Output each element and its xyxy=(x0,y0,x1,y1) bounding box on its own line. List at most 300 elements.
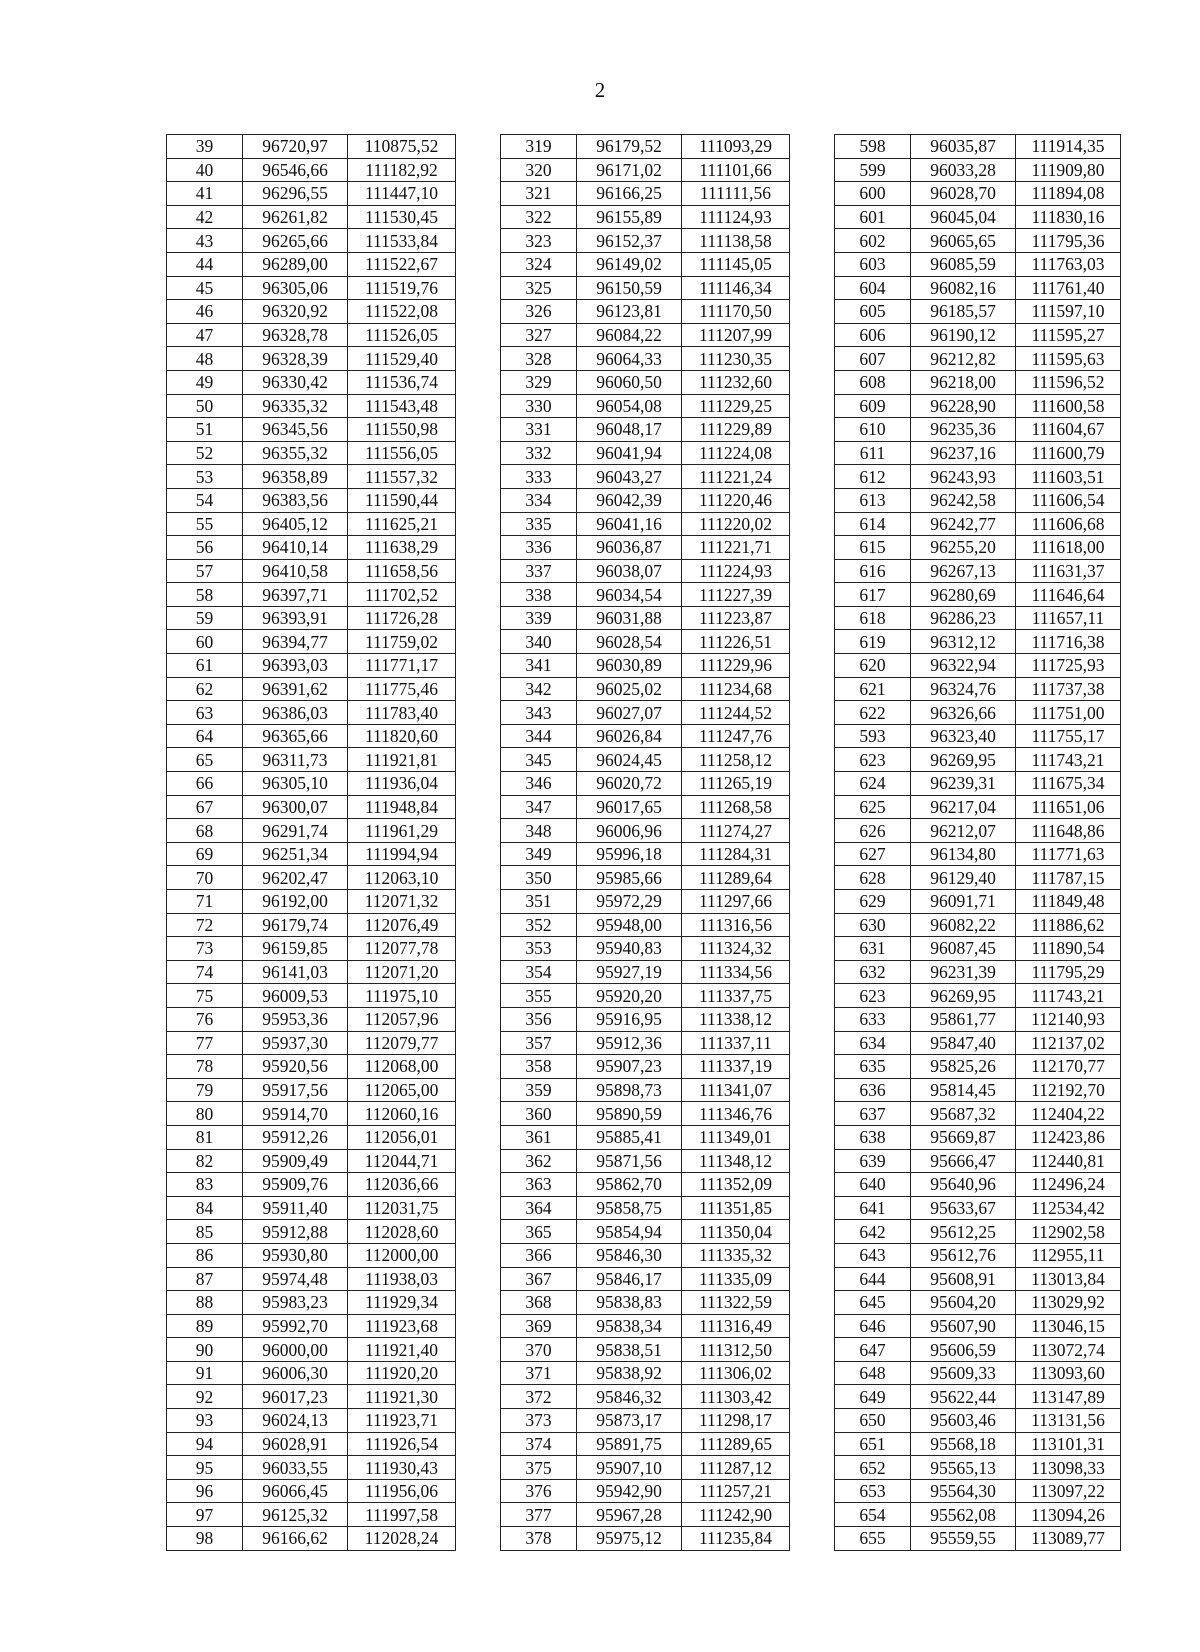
point-number-cell: 60 xyxy=(167,630,243,654)
y-value-cell: 111557,32 xyxy=(348,465,456,489)
column-group-gap xyxy=(790,1031,835,1055)
y-value-cell: 112404,22 xyxy=(1016,1102,1121,1126)
column-group-gap xyxy=(790,394,835,418)
point-number-cell: 51 xyxy=(167,418,243,442)
table-row xyxy=(167,559,1121,583)
point-number-cell: 46 xyxy=(167,300,243,324)
x-value-cell: 96345,56 xyxy=(243,418,348,442)
point-number-cell: 603 xyxy=(835,252,911,276)
x-value-cell: 96171,02 xyxy=(577,158,682,182)
column-group-gap xyxy=(456,890,501,914)
point-number-cell: 362 xyxy=(501,1149,577,1173)
y-value-cell: 111221,24 xyxy=(682,465,790,489)
x-value-cell: 95937,30 xyxy=(243,1031,348,1055)
table-row xyxy=(167,842,1121,866)
y-value-cell: 113089,77 xyxy=(1016,1527,1121,1551)
point-number-cell: 608 xyxy=(835,370,911,394)
table-row xyxy=(167,465,1121,489)
point-number-cell: 39 xyxy=(167,135,243,159)
point-number-cell: 628 xyxy=(835,866,911,890)
y-value-cell: 111595,63 xyxy=(1016,347,1121,371)
y-value-cell: 111820,60 xyxy=(348,724,456,748)
point-number-cell: 613 xyxy=(835,488,911,512)
x-value-cell: 96166,25 xyxy=(577,182,682,206)
point-number-cell: 49 xyxy=(167,370,243,394)
column-group-gap xyxy=(790,158,835,182)
point-number-cell: 327 xyxy=(501,323,577,347)
y-value-cell: 111284,31 xyxy=(682,842,790,866)
page-number: 2 xyxy=(594,78,606,102)
y-value-cell: 111349,01 xyxy=(682,1125,790,1149)
y-value-cell: 111322,59 xyxy=(682,1291,790,1315)
x-value-cell: 95666,47 xyxy=(911,1149,1016,1173)
column-group-gap xyxy=(790,229,835,253)
point-number-cell: 40 xyxy=(167,158,243,182)
point-number-cell: 601 xyxy=(835,205,911,229)
column-group-gap xyxy=(790,1338,835,1362)
y-value-cell: 112440,81 xyxy=(1016,1149,1121,1173)
point-number-cell: 604 xyxy=(835,276,911,300)
column-group-gap xyxy=(456,842,501,866)
point-number-cell: 374 xyxy=(501,1432,577,1456)
table-row xyxy=(167,1338,1121,1362)
column-group-gap xyxy=(456,1196,501,1220)
y-value-cell: 111926,54 xyxy=(348,1432,456,1456)
y-value-cell: 111341,07 xyxy=(682,1078,790,1102)
x-value-cell: 96084,22 xyxy=(577,323,682,347)
column-group-gap xyxy=(790,772,835,796)
x-value-cell: 96323,40 xyxy=(911,724,1016,748)
point-number-cell: 91 xyxy=(167,1361,243,1385)
table-row xyxy=(167,583,1121,607)
x-value-cell: 95907,23 xyxy=(577,1055,682,1079)
x-value-cell: 96025,02 xyxy=(577,677,682,701)
point-number-cell: 358 xyxy=(501,1055,577,1079)
column-group-gap xyxy=(790,1385,835,1409)
table-row xyxy=(167,512,1121,536)
column-group-gap xyxy=(456,1173,501,1197)
x-value-cell: 96355,32 xyxy=(243,441,348,465)
y-value-cell: 111170,50 xyxy=(682,300,790,324)
y-value-cell: 111235,84 xyxy=(682,1527,790,1551)
column-group-gap xyxy=(456,1432,501,1456)
x-value-cell: 96179,74 xyxy=(243,913,348,937)
column-group-gap xyxy=(790,300,835,324)
point-number-cell: 354 xyxy=(501,960,577,984)
y-value-cell: 112031,75 xyxy=(348,1196,456,1220)
x-value-cell: 95930,80 xyxy=(243,1243,348,1267)
table-row xyxy=(167,795,1121,819)
y-value-cell: 112000,00 xyxy=(348,1243,456,1267)
x-value-cell: 96228,90 xyxy=(911,394,1016,418)
column-group-gap xyxy=(790,913,835,937)
column-group-gap xyxy=(790,1055,835,1079)
column-group-gap xyxy=(790,890,835,914)
x-value-cell: 96269,95 xyxy=(911,748,1016,772)
x-value-cell: 95838,92 xyxy=(577,1361,682,1385)
column-group-gap xyxy=(456,465,501,489)
y-value-cell: 111229,25 xyxy=(682,394,790,418)
column-group-gap xyxy=(456,559,501,583)
y-value-cell: 111600,79 xyxy=(1016,441,1121,465)
x-value-cell: 95612,76 xyxy=(911,1243,1016,1267)
point-number-cell: 602 xyxy=(835,229,911,253)
x-value-cell: 95967,28 xyxy=(577,1503,682,1527)
y-value-cell: 111227,39 xyxy=(682,583,790,607)
point-number-cell: 328 xyxy=(501,347,577,371)
x-value-cell: 96033,28 xyxy=(911,158,1016,182)
y-value-cell: 111337,11 xyxy=(682,1031,790,1055)
table-row xyxy=(167,1479,1121,1503)
y-value-cell: 111606,68 xyxy=(1016,512,1121,536)
point-number-cell: 90 xyxy=(167,1338,243,1362)
y-value-cell: 112071,32 xyxy=(348,890,456,914)
point-number-cell: 654 xyxy=(835,1503,911,1527)
x-value-cell: 95907,10 xyxy=(577,1456,682,1480)
point-number-cell: 600 xyxy=(835,182,911,206)
y-value-cell: 111533,84 xyxy=(348,229,456,253)
point-number-cell: 83 xyxy=(167,1173,243,1197)
point-number-cell: 615 xyxy=(835,536,911,560)
x-value-cell: 96038,07 xyxy=(577,559,682,583)
point-number-cell: 638 xyxy=(835,1125,911,1149)
y-value-cell: 111265,19 xyxy=(682,772,790,796)
table-row xyxy=(167,819,1121,843)
x-value-cell: 95609,33 xyxy=(911,1361,1016,1385)
column-group-gap xyxy=(790,1196,835,1220)
y-value-cell: 111775,46 xyxy=(348,677,456,701)
y-value-cell: 113101,31 xyxy=(1016,1432,1121,1456)
y-value-cell: 111921,81 xyxy=(348,748,456,772)
column-group-gap xyxy=(456,1361,501,1385)
column-group-gap xyxy=(790,1220,835,1244)
x-value-cell: 96035,87 xyxy=(911,135,1016,159)
x-value-cell: 96405,12 xyxy=(243,512,348,536)
x-value-cell: 96185,57 xyxy=(911,300,1016,324)
table-row xyxy=(167,913,1121,937)
y-value-cell: 111297,66 xyxy=(682,890,790,914)
y-value-cell: 111522,08 xyxy=(348,300,456,324)
table-row xyxy=(167,135,1121,159)
x-value-cell: 96006,30 xyxy=(243,1361,348,1385)
point-number-cell: 345 xyxy=(501,748,577,772)
point-number-cell: 372 xyxy=(501,1385,577,1409)
y-value-cell: 111334,56 xyxy=(682,960,790,984)
x-value-cell: 95846,30 xyxy=(577,1243,682,1267)
table-row xyxy=(167,300,1121,324)
table-row xyxy=(167,866,1121,890)
point-number-cell: 349 xyxy=(501,842,577,866)
x-value-cell: 95640,96 xyxy=(911,1173,1016,1197)
column-group-gap xyxy=(790,1149,835,1173)
x-value-cell: 95912,26 xyxy=(243,1125,348,1149)
point-number-cell: 371 xyxy=(501,1361,577,1385)
point-number-cell: 618 xyxy=(835,606,911,630)
y-value-cell: 111930,43 xyxy=(348,1456,456,1480)
column-group-gap xyxy=(790,135,835,159)
y-value-cell: 112065,00 xyxy=(348,1078,456,1102)
table-row xyxy=(167,347,1121,371)
point-number-cell: 63 xyxy=(167,701,243,725)
y-value-cell: 111346,76 xyxy=(682,1102,790,1126)
column-group-gap xyxy=(456,913,501,937)
x-value-cell: 96546,66 xyxy=(243,158,348,182)
column-group-gap xyxy=(456,205,501,229)
column-group-gap xyxy=(456,1409,501,1433)
column-group-gap xyxy=(790,559,835,583)
table-row xyxy=(167,1267,1121,1291)
y-value-cell: 111207,99 xyxy=(682,323,790,347)
table-row xyxy=(167,960,1121,984)
x-value-cell: 96024,45 xyxy=(577,748,682,772)
column-group-gap xyxy=(456,252,501,276)
y-value-cell: 111604,67 xyxy=(1016,418,1121,442)
x-value-cell: 96192,00 xyxy=(243,890,348,914)
column-group-gap xyxy=(790,1361,835,1385)
y-value-cell: 111348,12 xyxy=(682,1149,790,1173)
x-value-cell: 96328,78 xyxy=(243,323,348,347)
y-value-cell: 111929,34 xyxy=(348,1291,456,1315)
x-value-cell: 95607,90 xyxy=(911,1314,1016,1338)
point-number-cell: 376 xyxy=(501,1479,577,1503)
point-number-cell: 69 xyxy=(167,842,243,866)
y-value-cell: 111232,60 xyxy=(682,370,790,394)
x-value-cell: 96125,32 xyxy=(243,1503,348,1527)
point-number-cell: 320 xyxy=(501,158,577,182)
point-number-cell: 97 xyxy=(167,1503,243,1527)
y-value-cell: 111242,90 xyxy=(682,1503,790,1527)
table-row xyxy=(167,1409,1121,1433)
point-number-cell: 321 xyxy=(501,182,577,206)
x-value-cell: 95953,36 xyxy=(243,1007,348,1031)
y-value-cell: 111795,29 xyxy=(1016,960,1121,984)
x-value-cell: 95927,19 xyxy=(577,960,682,984)
table-row xyxy=(167,323,1121,347)
point-number-cell: 52 xyxy=(167,441,243,465)
y-value-cell: 111597,10 xyxy=(1016,300,1121,324)
y-value-cell: 111920,20 xyxy=(348,1361,456,1385)
table-row xyxy=(167,630,1121,654)
column-group-gap xyxy=(790,488,835,512)
y-value-cell: 111923,71 xyxy=(348,1409,456,1433)
column-group-gap xyxy=(456,677,501,701)
x-value-cell: 95604,20 xyxy=(911,1291,1016,1315)
coordinates-table xyxy=(166,134,1121,1551)
point-number-cell: 322 xyxy=(501,205,577,229)
point-number-cell: 89 xyxy=(167,1314,243,1338)
point-number-cell: 609 xyxy=(835,394,911,418)
x-value-cell: 95948,00 xyxy=(577,913,682,937)
y-value-cell: 111223,87 xyxy=(682,606,790,630)
point-number-cell: 352 xyxy=(501,913,577,937)
x-value-cell: 96322,94 xyxy=(911,654,1016,678)
x-value-cell: 96330,42 xyxy=(243,370,348,394)
column-group-gap xyxy=(790,630,835,654)
x-value-cell: 96028,91 xyxy=(243,1432,348,1456)
point-number-cell: 341 xyxy=(501,654,577,678)
x-value-cell: 96255,20 xyxy=(911,536,1016,560)
column-group-gap xyxy=(790,984,835,1008)
x-value-cell: 96212,07 xyxy=(911,819,1016,843)
point-number-cell: 324 xyxy=(501,252,577,276)
column-group-gap xyxy=(456,866,501,890)
y-value-cell: 111646,64 xyxy=(1016,583,1121,607)
point-number-cell: 337 xyxy=(501,559,577,583)
point-number-cell: 636 xyxy=(835,1078,911,1102)
column-group-gap xyxy=(790,1432,835,1456)
column-group-gap xyxy=(790,842,835,866)
x-value-cell: 95838,51 xyxy=(577,1338,682,1362)
y-value-cell: 111737,38 xyxy=(1016,677,1121,701)
point-number-cell: 632 xyxy=(835,960,911,984)
x-value-cell: 96026,84 xyxy=(577,724,682,748)
point-number-cell: 59 xyxy=(167,606,243,630)
y-value-cell: 112137,02 xyxy=(1016,1031,1121,1055)
x-value-cell: 96179,52 xyxy=(577,135,682,159)
x-value-cell: 95565,13 xyxy=(911,1456,1016,1480)
y-value-cell: 111759,02 xyxy=(348,630,456,654)
point-number-cell: 56 xyxy=(167,536,243,560)
x-value-cell: 96149,02 xyxy=(577,252,682,276)
point-number-cell: 646 xyxy=(835,1314,911,1338)
point-number-cell: 325 xyxy=(501,276,577,300)
x-value-cell: 96328,39 xyxy=(243,347,348,371)
x-value-cell: 96291,74 xyxy=(243,819,348,843)
y-value-cell: 111530,45 xyxy=(348,205,456,229)
y-value-cell: 111787,15 xyxy=(1016,866,1121,890)
column-group-gap xyxy=(790,1007,835,1031)
point-number-cell: 367 xyxy=(501,1267,577,1291)
point-number-cell: 326 xyxy=(501,300,577,324)
column-group-gap xyxy=(790,1314,835,1338)
y-value-cell: 111220,02 xyxy=(682,512,790,536)
table-row xyxy=(167,677,1121,701)
y-value-cell: 111258,12 xyxy=(682,748,790,772)
point-number-cell: 356 xyxy=(501,1007,577,1031)
point-number-cell: 620 xyxy=(835,654,911,678)
point-number-cell: 639 xyxy=(835,1149,911,1173)
x-value-cell: 95861,77 xyxy=(911,1007,1016,1031)
table-row xyxy=(167,394,1121,418)
y-value-cell: 111234,68 xyxy=(682,677,790,701)
y-value-cell: 112076,49 xyxy=(348,913,456,937)
x-value-cell: 95920,56 xyxy=(243,1055,348,1079)
table-row xyxy=(167,1291,1121,1315)
y-value-cell: 111743,21 xyxy=(1016,984,1121,1008)
x-value-cell: 95854,94 xyxy=(577,1220,682,1244)
point-number-cell: 86 xyxy=(167,1243,243,1267)
y-value-cell: 111755,17 xyxy=(1016,724,1121,748)
x-value-cell: 96324,76 xyxy=(911,677,1016,701)
y-value-cell: 111312,50 xyxy=(682,1338,790,1362)
column-group-gap xyxy=(790,748,835,772)
x-value-cell: 95912,36 xyxy=(577,1031,682,1055)
x-value-cell: 95687,32 xyxy=(911,1102,1016,1126)
x-value-cell: 95983,23 xyxy=(243,1291,348,1315)
point-number-cell: 319 xyxy=(501,135,577,159)
point-number-cell: 62 xyxy=(167,677,243,701)
x-value-cell: 96017,23 xyxy=(243,1385,348,1409)
column-group-gap xyxy=(456,1243,501,1267)
y-value-cell: 111914,35 xyxy=(1016,135,1121,159)
y-value-cell: 111338,12 xyxy=(682,1007,790,1031)
x-value-cell: 96305,10 xyxy=(243,772,348,796)
point-number-cell: 625 xyxy=(835,795,911,819)
point-number-cell: 629 xyxy=(835,890,911,914)
x-value-cell: 95940,83 xyxy=(577,937,682,961)
table-row xyxy=(167,1503,1121,1527)
point-number-cell: 653 xyxy=(835,1479,911,1503)
y-value-cell: 111956,06 xyxy=(348,1479,456,1503)
x-value-cell: 96150,59 xyxy=(577,276,682,300)
column-group-gap xyxy=(456,394,501,418)
point-number-cell: 655 xyxy=(835,1527,911,1551)
y-value-cell: 111111,56 xyxy=(682,182,790,206)
y-value-cell: 111702,52 xyxy=(348,583,456,607)
point-number-cell: 375 xyxy=(501,1456,577,1480)
point-number-cell: 622 xyxy=(835,701,911,725)
point-number-cell: 338 xyxy=(501,583,577,607)
column-group-gap xyxy=(790,1503,835,1527)
y-value-cell: 111124,93 xyxy=(682,205,790,229)
point-number-cell: 88 xyxy=(167,1291,243,1315)
y-value-cell: 111247,76 xyxy=(682,724,790,748)
x-value-cell: 95985,66 xyxy=(577,866,682,890)
y-value-cell: 112036,66 xyxy=(348,1173,456,1197)
x-value-cell: 95885,41 xyxy=(577,1125,682,1149)
point-number-cell: 650 xyxy=(835,1409,911,1433)
point-number-cell: 48 xyxy=(167,347,243,371)
x-value-cell: 95920,20 xyxy=(577,984,682,1008)
point-number-cell: 635 xyxy=(835,1055,911,1079)
point-number-cell: 66 xyxy=(167,772,243,796)
y-value-cell: 111771,63 xyxy=(1016,842,1121,866)
column-group-gap xyxy=(456,158,501,182)
y-value-cell: 111257,21 xyxy=(682,1479,790,1503)
x-value-cell: 96155,89 xyxy=(577,205,682,229)
x-value-cell: 96410,14 xyxy=(243,536,348,560)
x-value-cell: 96393,03 xyxy=(243,654,348,678)
table-row xyxy=(167,182,1121,206)
table-row xyxy=(167,1220,1121,1244)
point-number-cell: 336 xyxy=(501,536,577,560)
y-value-cell: 111726,28 xyxy=(348,606,456,630)
y-value-cell: 113094,26 xyxy=(1016,1503,1121,1527)
y-value-cell: 113098,33 xyxy=(1016,1456,1121,1480)
y-value-cell: 111350,04 xyxy=(682,1220,790,1244)
x-value-cell: 96033,55 xyxy=(243,1456,348,1480)
x-value-cell: 95814,45 xyxy=(911,1078,1016,1102)
point-number-cell: 647 xyxy=(835,1338,911,1362)
coordinates-table-body xyxy=(167,135,1121,1551)
x-value-cell: 96000,00 xyxy=(243,1338,348,1362)
point-number-cell: 648 xyxy=(835,1361,911,1385)
column-group-gap xyxy=(456,1503,501,1527)
point-number-cell: 41 xyxy=(167,182,243,206)
column-group-gap xyxy=(790,1527,835,1551)
column-group-gap xyxy=(790,323,835,347)
x-value-cell: 96048,17 xyxy=(577,418,682,442)
x-value-cell: 96212,82 xyxy=(911,347,1016,371)
y-value-cell: 112056,01 xyxy=(348,1125,456,1149)
y-value-cell: 111638,29 xyxy=(348,536,456,560)
point-number-cell: 370 xyxy=(501,1338,577,1362)
x-value-cell: 96391,62 xyxy=(243,677,348,701)
x-value-cell: 95871,56 xyxy=(577,1149,682,1173)
x-value-cell: 96296,55 xyxy=(243,182,348,206)
x-value-cell: 95898,73 xyxy=(577,1078,682,1102)
column-group-gap xyxy=(790,512,835,536)
